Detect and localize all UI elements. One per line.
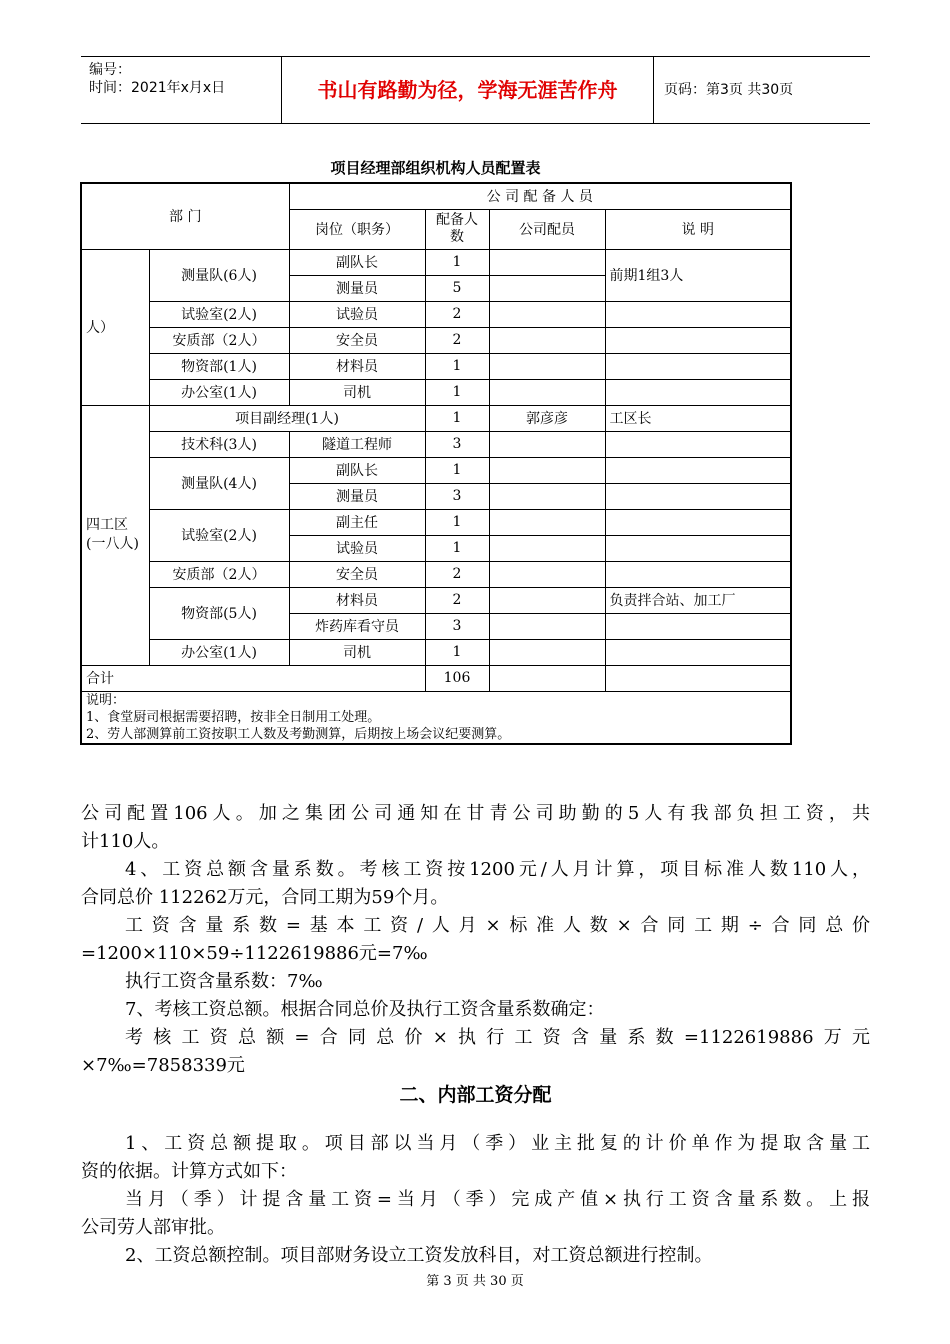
table-row — [81, 249, 791, 275]
staff-table — [80, 182, 792, 745]
count-cell: 3 — [425, 613, 489, 639]
notes-cell — [81, 691, 791, 744]
assigned-cell — [489, 379, 605, 405]
assigned-cell — [489, 353, 605, 379]
note-cell — [605, 509, 791, 535]
area-cell: 人） — [81, 249, 149, 405]
table-title: 项目经理部组织机构人员配置表 — [330, 159, 541, 177]
table-row — [81, 587, 791, 613]
note-cell — [605, 483, 791, 509]
note-cell — [605, 431, 791, 457]
sub-dept-cell: 安质部（2人） — [149, 327, 289, 353]
table-row — [81, 379, 791, 405]
section-title: 二、内部工资分配 — [399, 1084, 552, 1106]
sub-dept-cell: 测量队(6人) — [149, 249, 289, 301]
paragraph-line: 资的依据。计算方式如下： — [81, 1161, 297, 1182]
table-row — [81, 509, 791, 535]
table-row — [81, 353, 791, 379]
note-cell — [605, 535, 791, 561]
count-cell: 5 — [425, 275, 489, 301]
assigned-cell — [489, 587, 605, 613]
note-cell — [605, 639, 791, 665]
total-note — [605, 665, 791, 691]
area-cell: 四工区(一八人) — [81, 405, 149, 665]
assigned-cell — [489, 431, 605, 457]
assigned-cell — [489, 275, 605, 301]
post-cell: 材料员 — [289, 587, 425, 613]
paragraph-line: =1200×110×59÷1122619886元=7‰ — [81, 943, 428, 964]
body-lower — [81, 1130, 870, 1270]
total-count: 106 — [425, 665, 489, 691]
assigned-cell — [489, 483, 605, 509]
note-header: 说 明 — [605, 209, 791, 249]
sub-dept-cell: 技术科(3人) — [149, 431, 289, 457]
assigned-cell — [489, 509, 605, 535]
table-row — [81, 327, 791, 353]
paragraph-line: 考核工资总额=合同总价×执行工资含量系数=1122619886万元 — [125, 1027, 870, 1048]
company-staff-header: 公 司 配 备 人 员 — [289, 183, 791, 209]
paragraph-line: ×7‰=7858339元 — [81, 1055, 245, 1076]
total-assigned — [489, 665, 605, 691]
header-motto: 书山有路勤为径，学海无涯苦作舟 — [282, 57, 654, 123]
table-row — [81, 405, 791, 431]
assigned-cell — [489, 613, 605, 639]
assigned-cell — [489, 457, 605, 483]
note-cell — [605, 353, 791, 379]
page-header — [81, 56, 870, 124]
note-cell — [605, 457, 791, 483]
note-cell — [605, 561, 791, 587]
post-cell: 司机 — [289, 379, 425, 405]
count-cell: 2 — [425, 301, 489, 327]
table-row — [81, 431, 791, 457]
post-cell: 测量员 — [289, 275, 425, 301]
assigned-cell — [489, 535, 605, 561]
assigned-cell — [489, 301, 605, 327]
count-cell: 1 — [425, 249, 489, 275]
paragraph-line: 公司配置106人。加之集团公司通知在甘青公司助勤的5人有我部负担工资，共 — [81, 803, 870, 824]
count-cell: 1 — [425, 405, 489, 431]
assigned-cell — [489, 327, 605, 353]
body-upper — [81, 800, 870, 1080]
note-cell: 负责拌合站、加工厂 — [605, 587, 791, 613]
dept-header: 部 门 — [81, 183, 289, 249]
post-cell: 试验员 — [289, 301, 425, 327]
table-row — [81, 301, 791, 327]
count-header: 配备人数 — [425, 209, 489, 249]
paragraph-line: 1、工资总额提取。项目部以当月（季）业主批复的计价单作为提取含量工 — [125, 1133, 870, 1154]
total-label: 合计 — [81, 665, 425, 691]
assigned-cell — [489, 639, 605, 665]
post-cell: 材料员 — [289, 353, 425, 379]
paragraph-line: 2、工资总额控制。项目部财务设立工资发放科目，对工资总额进行控制。 — [125, 1245, 713, 1266]
paragraph-line: 工资含量系数=基本工资/人月×标准人数×合同工期÷合同总价 — [125, 915, 870, 936]
table-row — [81, 457, 791, 483]
paragraph-line: 公司劳人部审批。 — [81, 1217, 225, 1238]
paragraph-line: 计110人。 — [81, 831, 170, 852]
assigned-header: 公司配员 — [489, 209, 605, 249]
assigned-cell — [489, 249, 605, 275]
post-cell: 安全员 — [289, 327, 425, 353]
header-meta — [81, 57, 282, 123]
paragraph-line: 执行工资含量系数：7‰ — [125, 971, 323, 992]
count-cell: 1 — [425, 379, 489, 405]
count-cell: 1 — [425, 509, 489, 535]
count-cell: 2 — [425, 561, 489, 587]
assigned-cell — [489, 561, 605, 587]
count-cell: 2 — [425, 327, 489, 353]
note-item: 2、劳人部测算前工资按职工人数及考勤测算，后期按上场会议纪要测算。 — [86, 726, 511, 742]
post-cell: 司机 — [289, 639, 425, 665]
count-cell: 1 — [425, 353, 489, 379]
paragraph-line: 7、考核工资总额。根据合同总价及执行工资含量系数确定： — [125, 999, 605, 1020]
paragraph-line: 当月（季）计提含量工资=当月（季）完成产值×执行工资含量系数。上报 — [125, 1189, 870, 1210]
sub-dept-cell: 安质部（2人） — [149, 561, 289, 587]
sub-dept-cell: 物资部(5人) — [149, 587, 289, 639]
sub-dept-cell: 办公室(1人) — [149, 379, 289, 405]
sub-dept-cell: 办公室(1人) — [149, 639, 289, 665]
post-header: 岗位（职务） — [289, 209, 425, 249]
count-cell: 1 — [425, 535, 489, 561]
document-date: 时间：2021年x月x日 — [89, 80, 226, 96]
sub-dept-cell: 物资部(1人) — [149, 353, 289, 379]
header-page-number: 页码：第3页 共30页 — [664, 82, 794, 98]
note-cell: 工区长 — [605, 405, 791, 431]
notes-heading: 说明： — [86, 692, 126, 708]
note-cell — [605, 301, 791, 327]
post-cell: 副主任 — [289, 509, 425, 535]
document-number: 编号： — [89, 62, 131, 78]
note-cell — [605, 379, 791, 405]
count-cell: 2 — [425, 587, 489, 613]
total-row — [81, 665, 791, 691]
post-cell: 副队长 — [289, 249, 425, 275]
post-cell: 炸药库看守员 — [289, 613, 425, 639]
post-cell: 安全员 — [289, 561, 425, 587]
post-cell: 试验员 — [289, 535, 425, 561]
count-cell: 3 — [425, 483, 489, 509]
sub-dept-cell: 试验室(2人) — [149, 509, 289, 561]
deputy-manager-cell: 项目副经理(1人) — [149, 405, 425, 431]
count-cell: 1 — [425, 457, 489, 483]
paragraph-line: 4、工资总额含量系数。考核工资按1200元/人月计算，项目标准人数110人， — [125, 859, 870, 880]
note-cell: 前期1组3人 — [605, 249, 791, 301]
notes-row — [81, 691, 791, 744]
assigned-cell: 郭彦彦 — [489, 405, 605, 431]
note-cell — [605, 327, 791, 353]
count-cell: 1 — [425, 639, 489, 665]
post-cell: 测量员 — [289, 483, 425, 509]
sub-dept-cell: 试验室(2人) — [149, 301, 289, 327]
page-footer: 第 3 页 共 30 页 — [426, 1274, 524, 1289]
paragraph-line: 合同总价 112262万元，合同工期为59个月。 — [81, 887, 449, 908]
table-row — [81, 561, 791, 587]
count-cell: 3 — [425, 431, 489, 457]
note-cell — [605, 613, 791, 639]
post-cell: 隧道工程师 — [289, 431, 425, 457]
sub-dept-cell: 测量队(4人) — [149, 457, 289, 509]
table-row — [81, 639, 791, 665]
post-cell: 副队长 — [289, 457, 425, 483]
note-item: 1、食堂厨司根据需要招聘，按非全日制用工处理。 — [86, 709, 381, 725]
